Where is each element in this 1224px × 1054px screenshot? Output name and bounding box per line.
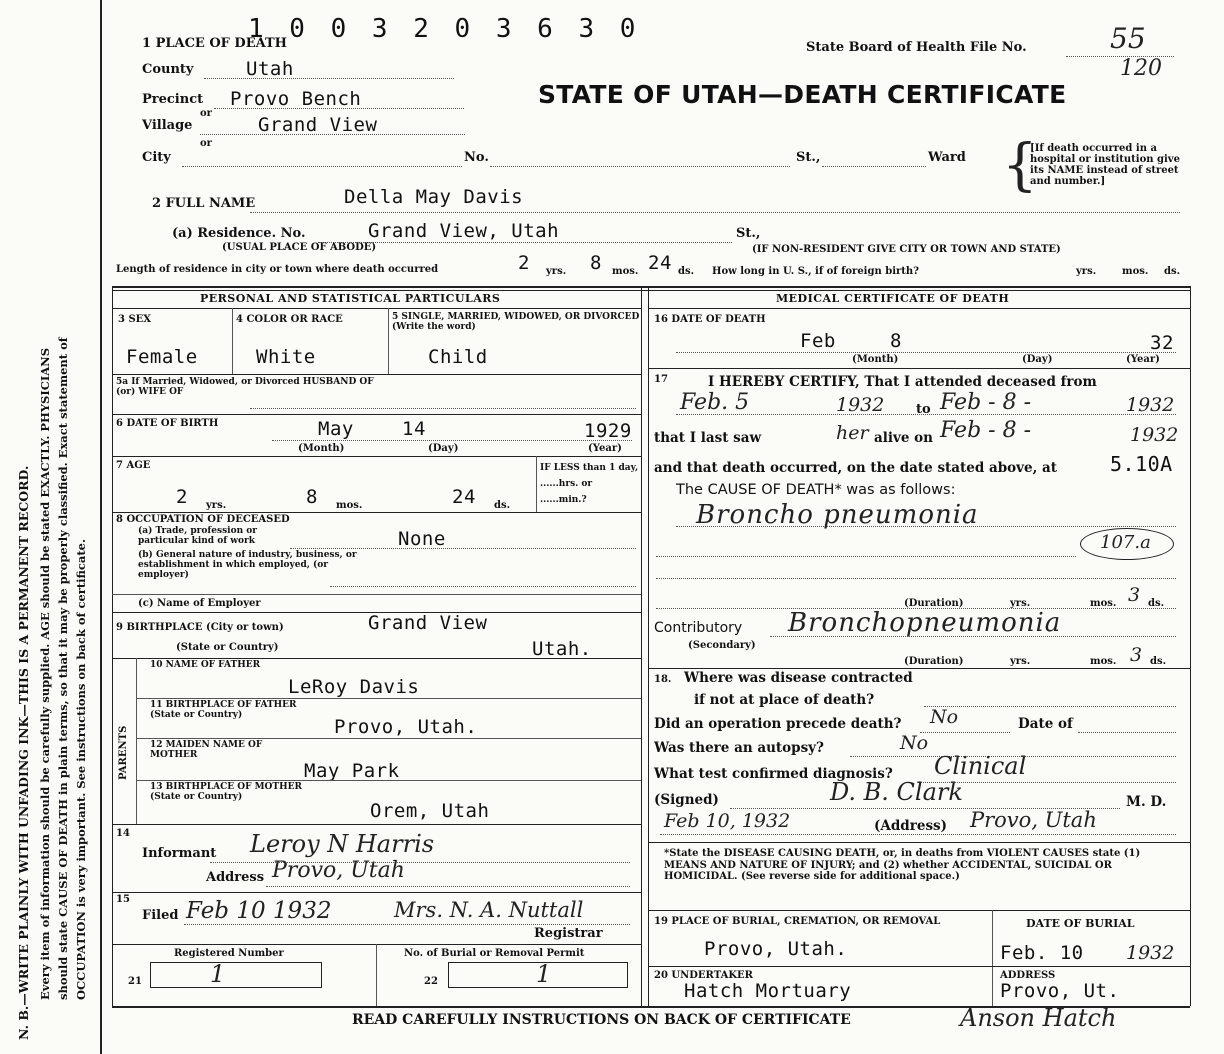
grid-top-rule-2 (112, 290, 1190, 291)
duration-yrs-2: yrs. (1010, 656, 1031, 667)
county-label: County (142, 62, 194, 77)
contributory-value: Bronchopneumonia (788, 608, 1062, 638)
registered-number-label: Registered Number (174, 948, 284, 959)
burial-permit-label: No. of Burial or Removal Permit (404, 948, 585, 959)
md-label: M. D. (1126, 794, 1167, 810)
spouse-line (250, 408, 636, 409)
hospital-note: [If death occurred in a hospital or institution give its NAME instead of street and number.] (1030, 143, 1180, 187)
registrar-name: Mrs. N. A. Nuttall (394, 898, 584, 922)
county-value: Utah (246, 58, 294, 80)
ward-label: Ward (928, 150, 966, 165)
undertaker-address-label: ADDRESS (1000, 970, 1056, 981)
dob-line (272, 440, 632, 441)
race-divider (388, 308, 389, 374)
color-label: 4 COLOR OR RACE (236, 314, 343, 325)
file-no-2: 120 (1120, 56, 1162, 81)
operation-value: No (930, 706, 959, 728)
signer-address-line (660, 834, 1176, 835)
row-5-rule (112, 374, 641, 375)
side-text-line-1: N. B.—WRITE PLAINLY WITH UNFADING INK—THIS IS A PERMANENT RECORD. (16, 465, 31, 1040)
county-line (204, 78, 454, 79)
grid-middle-rule (641, 288, 642, 1006)
death-time: 5.10A (1110, 452, 1173, 476)
filed-date: Feb 10 1932 (186, 898, 332, 924)
undertaker-address: Provo, Ut. (1000, 980, 1120, 1002)
contributory-line (770, 636, 1176, 637)
sex-label: 3 SEX (118, 314, 152, 325)
nonresident-note: (IF NON-RESIDENT GIVE CITY OR TOWN AND STATE) (752, 244, 1061, 255)
length-yrs-label: yrs. (546, 266, 567, 277)
full-name-value: Della May Davis (344, 186, 524, 208)
attended-from: Feb. 5 (680, 390, 750, 415)
birthplace-state-label: (State or Country) (176, 642, 279, 653)
father-birthplace-label: 11 BIRTHPLACE OF FATHER (State or Country) (150, 700, 297, 720)
item-22: 22 (424, 976, 438, 987)
cause-value: Broncho pneumonia (696, 500, 979, 530)
length-mos-label: mos. (612, 266, 639, 277)
duration-label-2: (Duration) (904, 656, 964, 667)
length-label: Length of residence in city or town where death occurred (116, 264, 439, 275)
bracket-icon: { (1002, 133, 1038, 198)
footnote-rule (648, 910, 1190, 911)
attended-to-year: 1932 (1126, 394, 1175, 416)
death-month: Feb (800, 330, 836, 352)
duration-value-1: 3 (1128, 584, 1141, 606)
personal-heading: PERSONAL AND STATISTICAL PARTICULARS (200, 292, 501, 305)
burial-rule (648, 966, 1190, 967)
foreign-mos: mos. (1122, 266, 1149, 277)
informant-address-label: Address (206, 870, 265, 885)
grid-top-rule (112, 286, 1190, 288)
cause-code: 107.a (1100, 532, 1151, 553)
death-day: 8 (890, 330, 902, 352)
age-mos: 8 (306, 486, 318, 508)
dob-year: 1929 (584, 420, 632, 442)
burial-place-label: 19 PLACE OF BURIAL, CREMATION, OR REMOVAL (654, 916, 941, 927)
personal-heading-rule (112, 308, 641, 309)
date-of-death-line (676, 352, 1176, 353)
medical-heading-rule (648, 308, 1190, 309)
residence-value: Grand View, Utah (368, 220, 560, 242)
row-9-rule (112, 658, 641, 659)
cause-line-3 (656, 578, 1176, 579)
contributory-label: Contributory (654, 620, 743, 636)
industry-line (330, 586, 636, 587)
grid-middle-rule-2 (648, 288, 649, 1006)
duration-yrs-1: yrs. (1010, 598, 1031, 609)
contributory-rule (648, 668, 1190, 669)
filed-line (184, 924, 630, 925)
age-yrs-label: yrs. (206, 500, 227, 511)
attended-to: Feb - 8 - (940, 390, 1032, 415)
informant-address-line (266, 886, 630, 887)
row-7-rule (112, 512, 641, 513)
length-ds: 24 (648, 252, 672, 274)
undertaker-label: 20 UNDERTAKER (654, 970, 753, 981)
signature-rule (648, 842, 1190, 843)
side-text-line-2: Every item of information should be carefully supplied. AGE should be stated EXACTLY. PHYSICIANS (38, 347, 52, 1000)
mother-label: 12 MAIDEN NAME OF MOTHER (150, 740, 263, 760)
duration-label-1: (Duration) (904, 598, 964, 609)
attended-from-year: 1932 (836, 394, 885, 416)
informant-rule (112, 892, 641, 893)
name-line (250, 212, 1180, 213)
mother-value: May Park (304, 760, 400, 782)
foreign-yrs: yrs. (1076, 266, 1097, 277)
burial-year: 1932 (1126, 942, 1175, 964)
duration-ds-2: ds. (1150, 656, 1167, 667)
date-of-label: Date of (1018, 716, 1073, 732)
father-value: LeRoy Davis (288, 676, 420, 698)
autopsy-label: Was there an autopsy? (654, 740, 824, 756)
parents-label: PARENTS (118, 725, 129, 780)
birthplace-city: Grand View (368, 612, 488, 634)
footnote: *State the DISEASE CAUSING DEATH, or, in deaths from VIOLENT CAUSES state (1) MEANS AND NATURE OF INJURY; and (2) whether ACCIDENTAL, SUICIDAL OR HOMICIDAL. (See reverse side for additional space.) (664, 848, 1141, 882)
age-divider (536, 456, 537, 512)
informant-address: Provo, Utah (272, 858, 405, 883)
occupation-a-label: (a) Trade, profession or particular kind of work (138, 526, 257, 546)
precinct-label: Precinct (142, 92, 204, 107)
residence-line (318, 242, 732, 243)
father-label: 10 NAME OF FATHER (150, 660, 261, 670)
sex-value: Female (126, 346, 198, 368)
death-month-label: (Month) (852, 354, 899, 365)
date-of-line (1078, 732, 1176, 733)
spouse-label: 5a If Married, Widowed, or Divorced HUSBAND OF (or) WIFE OF (116, 377, 374, 397)
operation-label: Did an operation precede death? (654, 716, 902, 732)
parents-divider (136, 658, 137, 824)
father-rule (136, 698, 641, 699)
or-label-2: or (200, 138, 212, 149)
registered-number-box (150, 962, 322, 988)
signer-address: Provo, Utah (970, 808, 1097, 832)
registered-number: 1 (210, 960, 226, 988)
occupation-value: None (398, 528, 446, 550)
death-year: 32 (1150, 332, 1174, 354)
birthplace-label: 9 BIRTHPLACE (City or town) (116, 622, 284, 633)
duration-value-2: 3 (1130, 644, 1143, 666)
length-ds-label: ds. (678, 266, 695, 277)
village-value: Grand View (258, 114, 378, 136)
last-saw-label: that I last saw (654, 430, 762, 446)
length-mos: 8 (590, 252, 602, 274)
if-not-label: if not at place of death? (694, 692, 875, 708)
burial-place: Provo, Utah. (704, 938, 848, 960)
signed-value: D. B. Clark (830, 778, 963, 806)
burial-permit: 1 (536, 960, 552, 988)
date-of-death-label: 16 DATE OF DEATH (654, 314, 766, 325)
no-line (490, 166, 790, 167)
age-ds-label: ds. (494, 500, 511, 511)
grid-left-rule (112, 286, 113, 1006)
death-occurred-label: and that death occurred, on the date stated above, at (654, 460, 1058, 476)
signed-date: Feb 10, 1932 (664, 810, 791, 832)
alive-year: 1932 (1130, 424, 1179, 446)
st-line (822, 166, 926, 167)
item-21: 21 (128, 976, 142, 987)
grid-right-rule (1190, 286, 1191, 1006)
death-day-label: (Day) (1022, 354, 1053, 365)
mother-rule (136, 780, 641, 781)
item-14: 14 (116, 828, 130, 839)
city-label: City (142, 150, 171, 165)
test-label: What test confirmed diagnosis? (654, 766, 893, 782)
alive-date: Feb - 8 - (940, 418, 1032, 443)
city-line (182, 166, 462, 167)
precinct-value: Provo Bench (230, 88, 362, 110)
test-value: Clinical (934, 752, 1027, 780)
duration-ds-1: ds. (1148, 598, 1165, 609)
mother-birthplace: Orem, Utah (370, 800, 490, 822)
dob-month: May (318, 418, 354, 440)
parents-bottom-rule (112, 824, 641, 825)
side-text-line-3: should state CAUSE OF DEATH in plain terms, so that it may be properly classified. Exact statement of (56, 337, 70, 1000)
row-5a-rule (112, 414, 641, 415)
where-contracted-label: Where was disease contracted (684, 670, 913, 686)
occupation-line (290, 548, 636, 549)
length-yrs: 2 (518, 252, 530, 274)
residence-label: (a) Residence. No. (172, 226, 306, 241)
employer-label: (c) Name of Employer (138, 598, 261, 609)
informant-value: Leroy N Harris (250, 830, 435, 858)
city-no-label: No. (464, 150, 489, 165)
filed-label: Filed (142, 908, 179, 923)
margin-rule (100, 0, 102, 1054)
dob-day-label: (Day) (428, 443, 459, 454)
item-17: 17 (654, 374, 668, 385)
autopsy-value: No (900, 732, 929, 754)
item-15: 15 (116, 894, 130, 905)
file-no-label: State Board of Health File No. (806, 40, 1027, 55)
marital-value: Child (428, 346, 488, 368)
contracted-line (924, 706, 1176, 707)
birthplace-state: Utah. (532, 638, 592, 660)
pronoun: her (836, 422, 869, 444)
city-st-label: St., (796, 150, 821, 165)
operation-line (920, 732, 1010, 733)
footer-instructions: READ CAREFULLY INSTRUCTIONS ON BACK OF CERTIFICATE (352, 1012, 851, 1028)
registrar-label: Registrar (534, 926, 603, 941)
mother-birthplace-label: 13 BIRTHPLACE OF MOTHER (State or Country) (150, 782, 302, 802)
village-label: Village (142, 118, 193, 133)
burial-date-label: DATE OF BURIAL (1026, 917, 1135, 930)
file-no: 55 (1110, 22, 1146, 55)
reg-divider (376, 944, 377, 1006)
dob-year-label: (Year) (588, 443, 622, 454)
less-than-day: IF LESS than 1 day, ......hrs. or ......min.? (540, 463, 639, 505)
certificate-title: STATE OF UTAH—DEATH CERTIFICATE (538, 80, 1067, 109)
row-8-rule (112, 594, 641, 595)
undertaker-value: Hatch Mortuary (684, 980, 852, 1002)
age-mos-label: mos. (336, 500, 363, 511)
father-birthplace: Provo, Utah. (334, 716, 478, 738)
sex-divider (232, 308, 233, 374)
age-ds: 24 (452, 486, 476, 508)
item-18: 18. (654, 674, 672, 685)
death-year-label: (Year) (1126, 354, 1160, 365)
occupation-b-label: (b) General nature of industry, business, or establishment in which employed, (or employer) (138, 550, 357, 580)
burial-date: Feb. 10 (1000, 942, 1084, 964)
side-text-line-4: OCCUPATION is very important. See instructions on back of certificate. (74, 539, 88, 1000)
age-yrs: 2 (176, 486, 188, 508)
secondary-label: (Secondary) (688, 640, 756, 651)
or-label-1: or (200, 108, 212, 119)
dob-month-label: (Month) (298, 443, 345, 454)
duration-mos-1: mos. (1090, 598, 1117, 609)
residence-sub: (USUAL PLACE OF ABODE) (222, 242, 377, 253)
certify-text: I HEREBY CERTIFY, That I attended deceased from (708, 374, 1097, 390)
serial-number: 1 0 0 3 2 0 3 6 3 0 (248, 14, 641, 44)
date-of-death-rule (648, 368, 1190, 369)
alive-on-label: alive on (874, 430, 933, 446)
burial-date-divider (992, 910, 993, 1006)
row-6-rule (112, 456, 641, 457)
attended-to-label: to (916, 402, 931, 417)
father-bp-rule (136, 738, 641, 739)
occupation-heading: 8 OCCUPATION OF DECEASED (116, 514, 290, 525)
cause-label: The CAUSE OF DEATH* was as follows: (676, 482, 956, 498)
footer-signature: Anson Hatch (960, 1004, 1117, 1032)
foreign-label: How long in U. S., if of foreign birth? (712, 266, 920, 277)
medical-heading: MEDICAL CERTIFICATE OF DEATH (776, 292, 1010, 305)
cause-line-2 (656, 556, 1076, 557)
signer-address-label: (Address) (874, 818, 948, 834)
signed-label: (Signed) (654, 792, 719, 808)
foreign-ds: ds. (1164, 266, 1181, 277)
residence-st-label: St., (736, 226, 761, 241)
full-name-label: 2 FULL NAME (152, 196, 256, 211)
duration-mos-2: mos. (1090, 656, 1117, 667)
dob-day: 14 (402, 418, 426, 440)
informant-label: Informant (142, 846, 217, 861)
color-value: White (256, 346, 316, 368)
marital-label: 5 SINGLE, MARRIED, WIDOWED, OR DIVORCED (Write the word) (392, 312, 640, 332)
place-of-death-heading: 1 PLACE OF DEATH (142, 36, 287, 51)
dob-label: 6 DATE OF BIRTH (116, 418, 219, 429)
age-label: 7 AGE (116, 460, 151, 471)
